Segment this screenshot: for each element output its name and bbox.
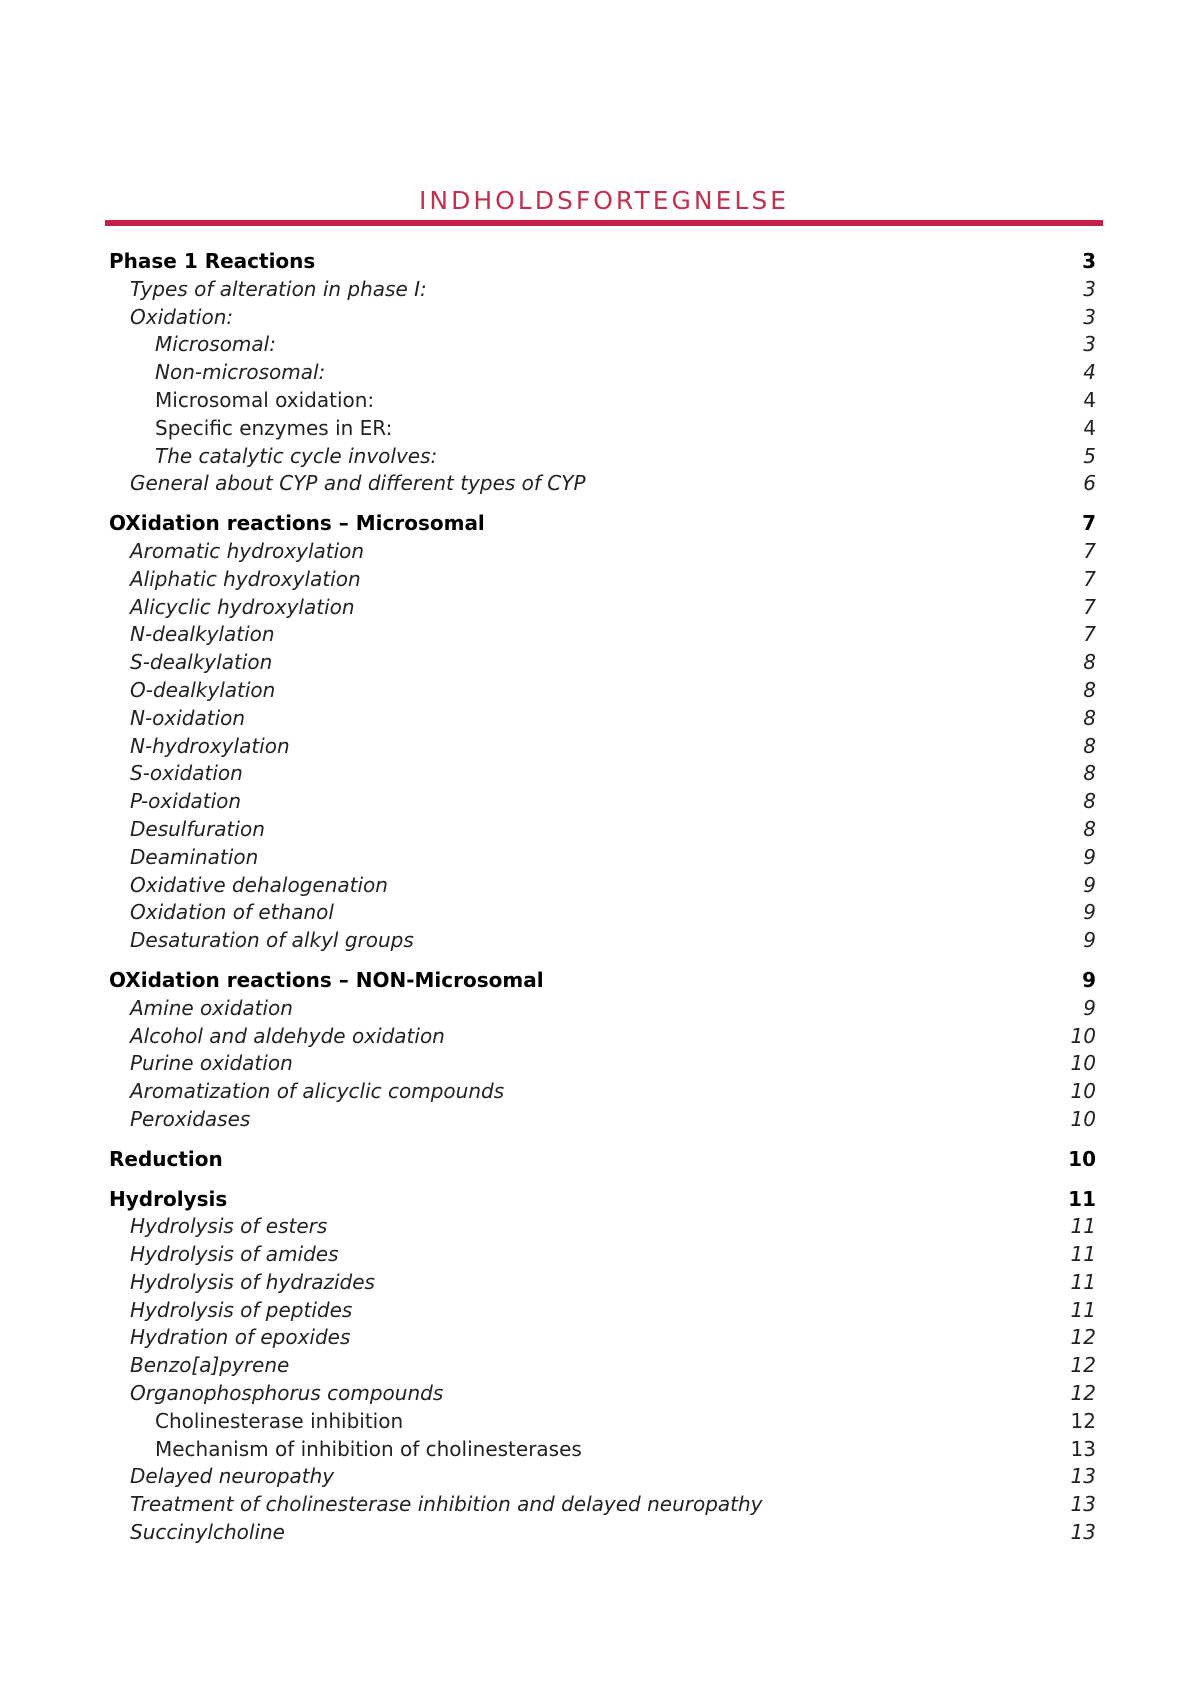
toc-subentry[interactable] [109, 1106, 1096, 1134]
toc-page-number: 8 [1083, 677, 1096, 702]
toc-subentry[interactable] [109, 1519, 1096, 1547]
toc-entry-label: Mechanism of inhibition of cholinesterases [155, 1436, 582, 1461]
toc-subentry[interactable] [109, 844, 1096, 872]
toc-entry-label: Hydrolysis of amides [130, 1242, 339, 1267]
toc-subsubentry[interactable] [109, 359, 1096, 387]
toc-entry-label: Alcohol and aldehyde oxidation [130, 1023, 445, 1048]
toc-subentry[interactable] [109, 1078, 1096, 1106]
toc-entry-label: OXidation reactions – NON-Microsomal [109, 967, 544, 992]
toc-subsubentry[interactable] [109, 387, 1096, 415]
toc-entry-label: O-dealkylation [130, 677, 276, 702]
toc-entry-label: Deamination [130, 844, 259, 869]
title-divider [105, 220, 1103, 226]
toc-entry-label: N-hydroxylation [130, 733, 290, 758]
toc-page-number: 8 [1083, 650, 1096, 675]
toc-entry-label: N-dealkylation [130, 622, 275, 647]
page-title: INDHOLDSFORTEGNELSE [419, 186, 789, 215]
toc-subentry[interactable] [109, 733, 1096, 761]
toc-subentry[interactable] [109, 705, 1096, 733]
toc-subentry[interactable] [109, 304, 1096, 332]
toc-entry-label: P-oxidation [130, 789, 242, 814]
toc-page-number: 11 [1070, 1297, 1096, 1322]
toc-page-number: 6 [1083, 471, 1096, 496]
toc-page-number: 3 [1083, 332, 1096, 357]
toc-page-number: 7 [1083, 594, 1096, 619]
toc-subentry[interactable] [109, 1050, 1096, 1078]
toc-heading-entry[interactable] [109, 1186, 1096, 1214]
toc-entry-label: Treatment of cholinesterase inhibition and delayed neuropathy [130, 1492, 763, 1517]
toc-page-number: 9 [1083, 900, 1096, 925]
toc-page-number: 9 [1083, 928, 1096, 953]
toc-page-number: 11 [1068, 1186, 1096, 1211]
toc-subentry[interactable] [109, 1380, 1096, 1408]
toc-entry-label: Phase 1 Reactions [109, 249, 316, 273]
toc-heading-entry[interactable] [109, 248, 1096, 276]
toc-entry-label: Purine oxidation [130, 1051, 293, 1076]
toc-page-number: 13 [1070, 1520, 1096, 1545]
toc-page-number: 9 [1083, 844, 1096, 869]
toc-page-number: 12 [1070, 1408, 1096, 1433]
toc-entry-label: General about CYP and different types of CYP [130, 471, 586, 496]
toc-page-number: 4 [1083, 360, 1096, 385]
toc-entry-label: Hydrolysis of peptides [130, 1297, 353, 1322]
toc-subentry[interactable] [109, 538, 1096, 566]
toc-subsubentry[interactable] [109, 1408, 1096, 1436]
toc-entry-label: Alicyclic hydroxylation [130, 594, 355, 619]
toc-subentry[interactable] [109, 788, 1096, 816]
toc-subentry[interactable] [109, 621, 1096, 649]
toc-page-number: 9 [1083, 995, 1096, 1020]
toc-entry-label: Hydrolysis of esters [130, 1214, 328, 1239]
toc-subentry[interactable] [109, 1463, 1096, 1491]
toc-subentry[interactable] [109, 1297, 1096, 1325]
toc-entry-label: Desaturation of alkyl groups [130, 928, 414, 953]
toc-page-number: 12 [1070, 1353, 1096, 1378]
toc-page-number: 13 [1070, 1492, 1096, 1517]
toc-entry-label: Desulfuration [130, 816, 265, 841]
toc-page-number: 7 [1083, 538, 1096, 563]
toc-subsubentry[interactable] [109, 443, 1096, 471]
toc-page-number: 7 [1083, 566, 1096, 591]
toc-page-number: 3 [1083, 304, 1096, 329]
toc-entry-label: S-dealkylation [130, 650, 273, 675]
toc-entry-label: Hydrolysis [109, 1186, 228, 1211]
toc-page-number: 8 [1083, 733, 1096, 758]
toc-entry-label: Organophosphorus compounds [130, 1381, 444, 1406]
toc-entry-label: Specific enzymes in ER: [155, 415, 393, 440]
toc-entry-label: Aromatization of alicyclic compounds [130, 1079, 505, 1104]
toc-page-number: 9 [1083, 872, 1096, 897]
toc-subentry[interactable] [109, 872, 1096, 900]
toc-page-number: 8 [1083, 705, 1096, 730]
toc-page-number: 7 [1083, 622, 1096, 647]
toc-page-number: 13 [1070, 1464, 1096, 1489]
toc-page-number: 9 [1082, 967, 1096, 992]
toc-page-number: 7 [1082, 511, 1096, 536]
toc-subentry[interactable] [109, 276, 1096, 304]
toc-subentry[interactable] [109, 1023, 1096, 1051]
toc-page-number: 10 [1070, 1079, 1096, 1104]
toc-entry-label: OXidation reactions – Microsomal [109, 511, 485, 536]
toc-subentry[interactable] [109, 1241, 1096, 1269]
toc-entry-label: Aromatic hydroxylation [130, 538, 365, 563]
toc-entry-label: The catalytic cycle involves: [155, 443, 438, 468]
toc-page-number: 11 [1070, 1242, 1096, 1267]
toc-entry-label: Reduction [109, 1146, 223, 1171]
toc-entry-label: Amine oxidation [130, 995, 293, 1020]
toc-page-number: 10 [1070, 1051, 1096, 1076]
toc-entry-label: Aliphatic hydroxylation [130, 566, 361, 591]
toc-subentry[interactable] [109, 1213, 1096, 1241]
toc-entry-label: Microsomal oxidation: [155, 387, 375, 412]
toc-entry-label: S-oxidation [130, 761, 243, 786]
toc-entry-label: Succinylcholine [130, 1520, 285, 1545]
toc-page-number: 10 [1070, 1023, 1096, 1048]
toc-heading-entry[interactable] [109, 1146, 1096, 1174]
toc-entry-label: N-oxidation [130, 705, 246, 730]
toc-page-number: 8 [1083, 789, 1096, 814]
toc-subsubentry[interactable] [109, 331, 1096, 359]
toc-heading-entry[interactable] [109, 510, 1096, 538]
toc-page-number: 12 [1070, 1325, 1096, 1350]
toc-page-number: 11 [1070, 1269, 1096, 1294]
toc-subentry[interactable] [109, 1269, 1096, 1297]
toc-entry-label: Non-microsomal: [155, 360, 326, 385]
toc-subentry[interactable] [109, 760, 1096, 788]
toc-page-number: 5 [1083, 443, 1096, 468]
toc-subentry[interactable] [109, 677, 1096, 705]
toc-entry-label: Oxidation of ethanol [130, 900, 334, 925]
toc-page-number: 3 [1083, 276, 1096, 301]
toc-page-number: 4 [1083, 415, 1096, 440]
toc-page-number: 3 [1082, 249, 1096, 273]
toc-subentry[interactable] [109, 1324, 1096, 1352]
toc-subentry[interactable] [109, 470, 1096, 498]
toc-subentry[interactable] [109, 594, 1096, 622]
toc-page-number: 8 [1083, 816, 1096, 841]
toc-subentry[interactable] [109, 816, 1096, 844]
toc-entry-label: Benzo[a]pyrene [130, 1353, 290, 1378]
toc-entry-label: Hydrolysis of hydrazides [130, 1269, 375, 1294]
toc-page-number: 11 [1070, 1214, 1096, 1239]
toc-entry-label: Delayed neuropathy [130, 1464, 335, 1489]
toc-subentry[interactable] [109, 1352, 1096, 1380]
toc-subsubentry[interactable] [109, 415, 1096, 443]
table-of-contents [109, 248, 1096, 1547]
toc-subentry[interactable] [109, 566, 1096, 594]
toc-subentry[interactable] [109, 927, 1096, 955]
toc-entry-label: Oxidative dehalogenation [130, 872, 388, 897]
toc-subsubentry[interactable] [109, 1436, 1096, 1464]
toc-entry-label: Microsomal: [155, 332, 276, 357]
toc-page-number: 4 [1083, 387, 1096, 412]
toc-page-number: 8 [1083, 761, 1096, 786]
toc-entry-label: Types of alteration in phase I: [130, 276, 427, 301]
toc-page-number: 10 [1070, 1106, 1096, 1131]
toc-page-number: 10 [1068, 1146, 1096, 1171]
toc-entry-label: Cholinesterase inhibition [155, 1408, 404, 1433]
toc-page-number: 13 [1070, 1436, 1096, 1461]
toc-page-number: 12 [1070, 1381, 1096, 1406]
toc-subentry[interactable] [109, 649, 1096, 677]
toc-entry-label: Peroxidases [130, 1106, 251, 1131]
toc-subentry[interactable] [109, 1491, 1096, 1519]
toc-heading-entry[interactable] [109, 967, 1096, 995]
toc-subentry[interactable] [109, 899, 1096, 927]
toc-subentry[interactable] [109, 995, 1096, 1023]
toc-entry-label: Oxidation: [130, 304, 234, 329]
toc-entry-label: Hydration of epoxides [130, 1325, 351, 1350]
